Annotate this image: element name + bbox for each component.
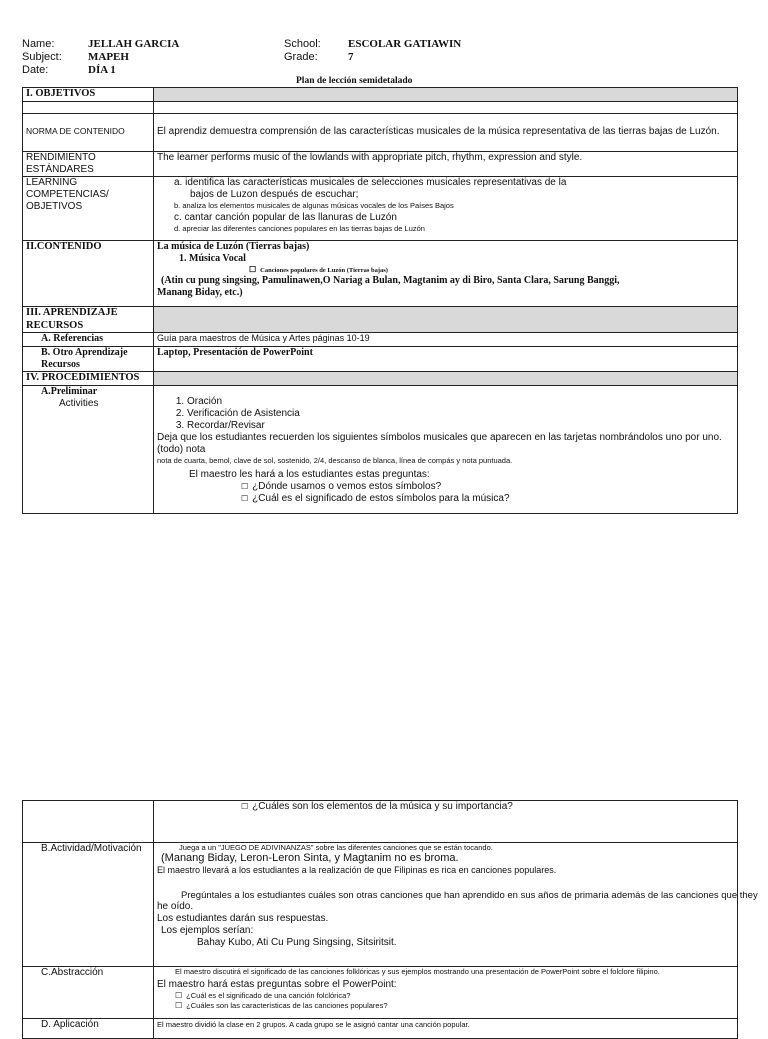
actividad-daran: Los estudiantes darán sus respuestas. [157,913,329,925]
comp-c: c. cantar canción popular de las llanuras de Luzón [174,212,397,223]
question-3: ¿Cuáles son los elementos de la música y su importancia? [252,801,513,812]
aplicacion-row [23,1019,738,1039]
norma-row [23,114,738,152]
maestro-text: El maestro les hará a los estudiantes estas preguntas: [189,469,430,481]
question-1: ¿Dónde usamos o vemos estos símbolos? [252,481,442,493]
preliminar-list [157,396,734,432]
checkbox-icon: ☐ [241,482,249,492]
date-label: Date: [22,64,49,76]
actividad-ejemplos: (Manang Biday, Leron-Leron Sinta, y Magtanim no es broma. [161,852,459,864]
actividad-label: B.Actividad/Motivación [41,843,142,854]
grade-value: 7 [348,51,354,63]
contenido-line2: 1. Música Vocal [179,253,246,264]
list-item: 3. Recordar/Revisar [187,420,734,432]
question-2: ¿Cuál es el significado de estos símbolos para la música? [252,493,510,505]
contenido-row [23,241,738,307]
actividad-preguntales: Pregúntales a los estudiantes cuáles son otras canciones que han aprendido en sus años de primaria además de las canciones que they [181,889,758,901]
list-item: 2. Verificación de Asistencia [187,408,734,420]
abstraccion-row [23,967,738,1019]
checkbox-icon: ☐ [241,802,249,811]
referencias-label: A. Referencias [41,333,104,345]
name-value: JELLAH GARCIA [88,38,180,50]
abstraccion-discutira: El maestro discutirá el significado de las canciones folklóricas y sus ejemplos mostrando una presentación de PowerPoint sobre el folclore filipino. [175,967,660,976]
actividad-row [23,843,738,967]
school-label: School: [284,38,321,50]
lesson-plan-table [22,87,738,514]
comp-b: b. analiza los elementos musicales de algunas músicas vocales de los Países Bajos [174,201,454,210]
subject-value: MAPEH [88,51,129,63]
comp-a2: bajos de Luzon después de escuchar; [190,189,359,200]
page-title: Plan de lección semidetalado [296,76,413,86]
grade-label: Grade: [284,51,318,63]
continued-row [23,801,738,843]
otro-label: B. Otro Aprendizaje Recursos [41,347,128,371]
norma-label: NORMA DE CONTENIDO [26,126,125,136]
procedimientos-heading: IV. PROCEDIMIENTOS [26,372,140,384]
otro-row [23,347,738,372]
contenido-line1: La música de Luzón (Tierras bajas) [157,241,310,252]
abstraccion-hara: El maestro hará estas preguntas sobre el PowerPoint: [157,979,397,990]
referencias-row [23,333,738,347]
preliminar-row [23,386,738,514]
contenido-line3: Canciones populares de Luzón (Tierras bajas) [260,267,388,274]
checkbox-icon: ☐ [249,265,257,274]
lesson-plan-table-continued [22,800,758,1039]
contenido-heading: II.CONTENIDO [26,241,102,252]
preliminar-label2: Activities [59,398,99,410]
checkbox-icon: ☐ [175,1000,183,1010]
date-value: DÍA 1 [88,64,116,76]
comp-a: a. identifica las características musicales de selecciones musicales representativas de la [174,177,567,188]
actividad-llevara: El maestro llevará a los estudiantes a la realización de que Filipinas es rica en canciones populares. [157,865,557,876]
procedimientos-row [23,372,738,386]
contenido-line5: Manang Biday, etc.) [157,286,243,298]
aplicacion-text: El maestro dividió la clase en 2 grupos. A cada grupo se le asignó cantar una canción popular. [157,1020,470,1029]
aplicacion-label: D. Aplicación [41,1019,99,1030]
list-item: 1. Oración [187,396,734,408]
abstraccion-q1: ¿Cuál es el significado de una canción folclórica? [186,991,351,1000]
actividad-juega: Juega a un "JUEGO DE ADIVINANZAS" sobre las diferentes canciones que se están tocando. [179,843,493,852]
deja-text: Deja que los estudiantes recuerden los siguientes símbolos musicales que aparecen en las tarjetas nombrándolos uno por uno. (todo) nota [157,432,722,456]
rendimiento-label: RENDIMIENTO ESTÁNDARES [26,152,96,175]
learning-row [23,177,738,241]
checkbox-icon: ☐ [175,991,183,1000]
actividad-songs: Bahay Kubo, Ati Cu Pung Singsing, Sitsiritsit. [197,937,397,949]
rendimiento-text: The learner performs music of the lowlands with appropriate pitch, rhythm, expression and style. [157,152,583,163]
rendimiento-row [23,152,738,177]
objetivos-heading: I. OBJETIVOS [26,88,96,99]
actividad-serian: Los ejemplos serían: [161,925,254,937]
actividad-heoido: he oído. [157,901,194,913]
objetivos-shade [154,88,738,102]
recursos-row [23,307,738,333]
recursos-heading: III. APRENDIZAJE RECURSOS [26,307,118,331]
preliminar-label: A.Preliminar [41,386,98,398]
notas-text: nota de cuarta, bemol, clave de sol, sostenido, 2/4, descanso de blanca, línea de compás y nota puntuada. [157,456,513,466]
comp-d: d. apreciar las diferentes canciones populares en las tierras bajas de Luzón [174,224,425,233]
otro-text: Laptop, Presentación de PowerPoint [157,347,313,359]
school-value: ESCOLAR GATIAWIN [348,38,462,50]
abstraccion-label: C.Abstracción [41,967,104,978]
abstraccion-q2: ¿Cuáles son las características de las canciones populares? [186,1000,388,1010]
referencias-text: Guía para maestros de Música y Artes páginas 10-19 [157,333,370,344]
checkbox-icon: ☐ [241,494,249,504]
contenido-line4: (Atin cu pung singsing, Pamulinawen,O Nariag a Bulan, Magtanim ay di Biro, Santa Clara, Sarung Banggi, [161,274,620,286]
name-label: Name: [22,38,55,50]
learning-label: LEARNING COMPETENCIAS/ OBJETIVOS [26,177,109,212]
subject-label: Subject: [22,51,62,63]
norma-text: El aprendiz demuestra comprensión de las características musicales de la música representativa de las tierras bajas de Luzón. [157,126,720,137]
